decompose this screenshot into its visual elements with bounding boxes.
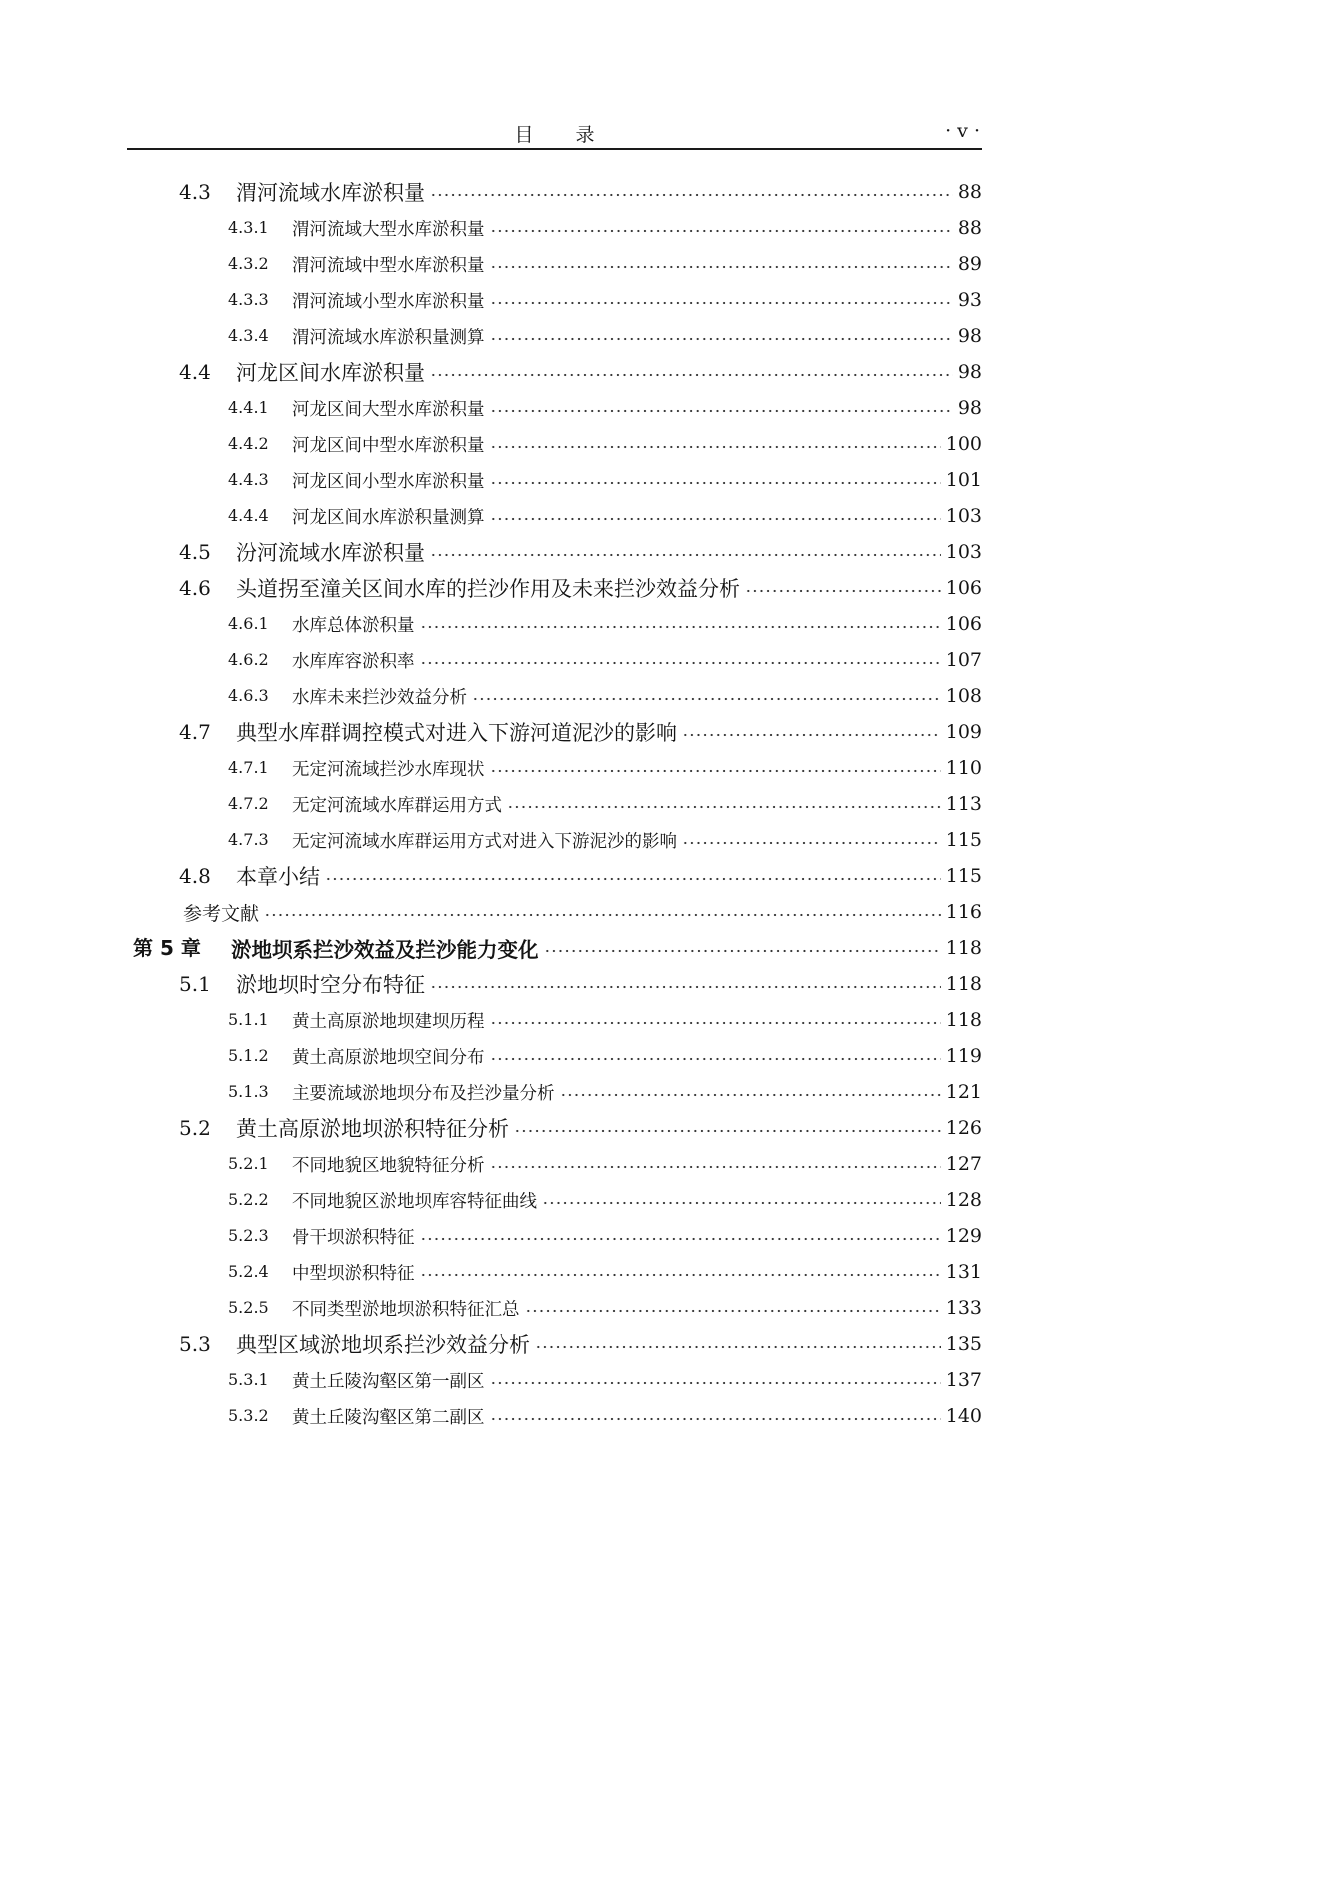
- toc-entry[interactable]: [127, 1146, 982, 1182]
- toc-entry-body: [292, 390, 982, 426]
- toc-entry[interactable]: [127, 1110, 982, 1146]
- toc-entry-body: [292, 426, 982, 462]
- toc-entry-page: 131: [945, 1261, 982, 1283]
- toc-entry[interactable]: [127, 498, 982, 534]
- toc-entry-body: [292, 462, 982, 498]
- dot-leader: [525, 1290, 941, 1326]
- dot-leader: [490, 390, 953, 426]
- toc-entry[interactable]: [127, 1038, 982, 1074]
- dot-leader: [490, 426, 941, 462]
- toc-entry-number: 4.3.1: [228, 218, 269, 237]
- toc-entry-page: 119: [945, 1045, 982, 1067]
- toc-entry-title: 淤地坝系拦沙效益及拦沙能力变化: [231, 938, 539, 962]
- toc-entry[interactable]: [127, 318, 982, 354]
- dot-leader: [745, 570, 941, 606]
- toc-entry-body: [292, 246, 982, 282]
- toc-entry-title: 无定河流域水库群运用方式: [292, 795, 502, 816]
- dot-leader: [490, 1002, 941, 1038]
- toc-entry-number: 4.3.2: [228, 254, 269, 273]
- toc-entry-body: [183, 894, 982, 930]
- toc-entry-title: 河龙区间大型水库淤积量: [292, 399, 485, 420]
- toc-entry-number: 4.7.1: [228, 758, 269, 777]
- toc-entry-page: 108: [945, 685, 982, 707]
- dot-leader: [420, 1254, 941, 1290]
- toc-entry-body: [292, 678, 982, 714]
- dot-leader: [490, 1146, 941, 1182]
- toc-entry-number: 5.2.2: [228, 1190, 269, 1209]
- dot-leader: [490, 210, 953, 246]
- toc-entry[interactable]: [127, 426, 982, 462]
- toc-entry-page: 115: [945, 865, 982, 887]
- dot-leader: [542, 1182, 941, 1218]
- toc-entry-body: [236, 966, 982, 1002]
- toc-entry-page: 98: [957, 397, 982, 419]
- toc-entry-title: 不同类型淤地坝淤积特征汇总: [292, 1299, 520, 1320]
- toc-entry-body: [292, 822, 982, 858]
- toc-entry-page: 118: [945, 1009, 982, 1031]
- toc-chapter-entry[interactable]: [127, 930, 982, 966]
- toc-entry-title: 不同地貌区淤地坝库容特征曲线: [292, 1191, 537, 1212]
- toc-entry-title: 骨干坝淤积特征: [292, 1227, 415, 1248]
- toc-entry-number: 5.2.1: [228, 1154, 269, 1173]
- toc-entry-page: 107: [945, 649, 982, 671]
- toc-entry[interactable]: [127, 822, 982, 858]
- dot-leader: [420, 1218, 941, 1254]
- toc-entry-page: 135: [945, 1333, 982, 1355]
- toc-entry-title: 渭河流域中型水库淤积量: [292, 255, 485, 276]
- toc-entry-number: 4.4.3: [228, 470, 269, 489]
- toc-entry[interactable]: [127, 1182, 982, 1218]
- toc-entry-number: 4.7.2: [228, 794, 269, 813]
- toc-entry[interactable]: [127, 354, 982, 390]
- toc-entry-body: [292, 1362, 982, 1398]
- toc-entry-body: [292, 1182, 982, 1218]
- toc-entry[interactable]: [127, 786, 982, 822]
- toc-entry-body: [236, 858, 982, 894]
- toc-entry-number: 5.1.1: [228, 1010, 269, 1029]
- toc-entry-number: 4.6: [179, 576, 211, 600]
- toc-entry-number: 4.6.2: [228, 650, 269, 669]
- toc-entry-number: 4.8: [179, 864, 211, 888]
- toc-entry[interactable]: [127, 1326, 982, 1362]
- toc-entry-number: 5.3: [179, 1332, 211, 1356]
- toc-entry-page: 140: [945, 1405, 982, 1427]
- toc-entry[interactable]: [127, 462, 982, 498]
- toc-entry-number: 5.1.2: [228, 1046, 269, 1065]
- dot-leader: [490, 1038, 941, 1074]
- toc-entry-page: 106: [945, 613, 982, 635]
- dot-leader: [682, 714, 941, 750]
- toc-entry-body: [292, 1218, 982, 1254]
- toc-entry-body: [292, 786, 982, 822]
- toc-entry[interactable]: [127, 1074, 982, 1110]
- toc-entry-page: 101: [945, 469, 982, 491]
- toc-entry-number: 4.5: [179, 540, 211, 564]
- table-of-contents: [127, 174, 982, 1434]
- toc-entry-title: 黄土高原淤地坝淤积特征分析: [236, 1117, 509, 1141]
- toc-entry-title: 黄土高原淤地坝建坝历程: [292, 1011, 485, 1032]
- toc-entry-body: [292, 282, 982, 318]
- toc-entry-number: 5.2: [179, 1116, 211, 1140]
- dot-leader: [420, 642, 941, 678]
- toc-entry-title: 本章小结: [236, 865, 320, 889]
- toc-entry-title: 主要流域淤地坝分布及拦沙量分析: [292, 1083, 555, 1104]
- toc-entry-title: 黄土丘陵沟壑区第一副区: [292, 1371, 485, 1392]
- dot-leader: [430, 534, 941, 570]
- toc-entry-body: [292, 318, 982, 354]
- toc-entry[interactable]: [127, 210, 982, 246]
- toc-entry[interactable]: [127, 714, 982, 750]
- toc-entry-page: 110: [945, 757, 982, 779]
- toc-entry-title: 水库库容淤积率: [292, 651, 415, 672]
- dot-leader: [490, 1362, 941, 1398]
- toc-entry[interactable]: [127, 606, 982, 642]
- toc-entry-title: 河龙区间小型水库淤积量: [292, 471, 485, 492]
- toc-entry-number: 5.1: [179, 972, 211, 996]
- toc-entry-page: 128: [945, 1189, 982, 1211]
- toc-entry-number: 5.2.3: [228, 1226, 269, 1245]
- toc-entry-body: [292, 1002, 982, 1038]
- toc-entry-page: 88: [957, 217, 982, 239]
- toc-entry-body: [236, 1326, 982, 1362]
- toc-entry-title: 黄土高原淤地坝空间分布: [292, 1047, 485, 1068]
- dot-leader: [535, 1326, 941, 1362]
- dot-leader: [490, 318, 953, 354]
- dot-leader: [682, 822, 941, 858]
- toc-entry-number: 5.3.2: [228, 1406, 269, 1425]
- toc-entry-page: 89: [957, 253, 982, 275]
- toc-entry-title: 参考文献: [183, 902, 260, 925]
- toc-entry-title: 水库总体淤积量: [292, 615, 415, 636]
- toc-entry-body: [236, 570, 982, 606]
- toc-entry-number: 5.3.1: [228, 1370, 269, 1389]
- toc-entry-title: 水库未来拦沙效益分析: [292, 687, 467, 708]
- toc-entry-page: 103: [945, 505, 982, 527]
- toc-entry-number: 4.6.3: [228, 686, 269, 705]
- toc-entry-page: 98: [957, 325, 982, 347]
- toc-entry-body: [236, 534, 982, 570]
- toc-entry[interactable]: [127, 1362, 982, 1398]
- toc-entry-number: 4.3.4: [228, 326, 269, 345]
- toc-entry[interactable]: [127, 570, 982, 606]
- toc-entry-page: 109: [945, 721, 982, 743]
- toc-entry[interactable]: [127, 390, 982, 426]
- toc-entry-title: 渭河流域水库淤积量: [236, 181, 425, 205]
- dot-leader: [544, 930, 941, 966]
- toc-entry[interactable]: [127, 858, 982, 894]
- toc-entry-body: [292, 642, 982, 678]
- toc-entry[interactable]: [127, 1002, 982, 1038]
- toc-entry-body: [292, 1038, 982, 1074]
- toc-entry-body: [292, 1254, 982, 1290]
- toc-entry-body: [292, 1146, 982, 1182]
- toc-entry[interactable]: [127, 642, 982, 678]
- dot-leader: [490, 246, 953, 282]
- toc-entry-number: 4.4.2: [228, 434, 269, 453]
- toc-entry[interactable]: [127, 678, 982, 714]
- toc-entry-page: 100: [945, 433, 982, 455]
- toc-entry-page: 98: [957, 361, 982, 383]
- toc-entry-page: 118: [945, 973, 982, 995]
- dot-leader: [490, 750, 941, 786]
- toc-entry-body: [231, 930, 982, 966]
- toc-entry-page: 106: [945, 577, 982, 599]
- dot-leader: [472, 678, 941, 714]
- toc-entry-page: 127: [945, 1153, 982, 1175]
- toc-entry-title: 不同地貌区地貌特征分析: [292, 1155, 485, 1176]
- toc-entry-number: 5.2.4: [228, 1262, 269, 1281]
- header-page-number: · v ·: [945, 120, 980, 142]
- toc-entry[interactable]: [127, 1218, 982, 1254]
- toc-entry-title: 典型水库群调控模式对进入下游河道泥沙的影响: [236, 721, 677, 745]
- toc-entry-page: 133: [945, 1297, 982, 1319]
- toc-entry-number: 4.7.3: [228, 830, 269, 849]
- toc-entry-number: 4.4.4: [228, 506, 269, 525]
- toc-entry[interactable]: [127, 282, 982, 318]
- toc-entry-title: 河龙区间中型水库淤积量: [292, 435, 485, 456]
- toc-entry-page: 115: [945, 829, 982, 851]
- toc-entry[interactable]: [127, 1254, 982, 1290]
- toc-entry-title: 无定河流域拦沙水库现状: [292, 759, 485, 780]
- toc-entry-page: 88: [957, 181, 982, 203]
- toc-entry-title: 渭河流域水库淤积量测算: [292, 327, 485, 348]
- toc-entry-title: 典型区域淤地坝系拦沙效益分析: [236, 1333, 530, 1357]
- toc-entry[interactable]: [127, 174, 982, 210]
- toc-entry-title: 中型坝淤积特征: [292, 1263, 415, 1284]
- toc-entry[interactable]: [127, 246, 982, 282]
- toc-entry-page: 126: [945, 1117, 982, 1139]
- toc-entry-page: 113: [945, 793, 982, 815]
- toc-entry-number: 5.2.5: [228, 1298, 269, 1317]
- toc-entry-title: 黄土丘陵沟壑区第二副区: [292, 1407, 485, 1428]
- toc-entry[interactable]: [127, 534, 982, 570]
- toc-entry-title: 无定河流域水库群运用方式对进入下游泥沙的影响: [292, 831, 677, 852]
- dot-leader: [490, 498, 941, 534]
- dot-leader: [264, 894, 941, 930]
- toc-entry-page: 129: [945, 1225, 982, 1247]
- toc-entry-body: [292, 210, 982, 246]
- toc-entry-number: 第 5 章: [133, 936, 201, 960]
- toc-entry-title: 汾河流域水库淤积量: [236, 541, 425, 565]
- toc-entry-title: 渭河流域大型水库淤积量: [292, 219, 485, 240]
- toc-entry-number: 4.4.1: [228, 398, 269, 417]
- toc-entry-number: 4.4: [179, 360, 211, 384]
- toc-entry[interactable]: [127, 750, 982, 786]
- dot-leader: [430, 966, 941, 1002]
- toc-entry-body: [292, 1398, 982, 1434]
- toc-entry-number: 4.6.1: [228, 614, 269, 633]
- toc-entry-page: 103: [945, 541, 982, 563]
- toc-entry-page: 118: [945, 937, 982, 959]
- toc-entry[interactable]: [127, 1290, 982, 1326]
- toc-entry-title: 淤地坝时空分布特征: [236, 973, 425, 997]
- toc-entry-body: [236, 354, 982, 390]
- toc-entry[interactable]: [127, 966, 982, 1002]
- dot-leader: [430, 354, 953, 390]
- toc-entry-body: [292, 750, 982, 786]
- toc-entry-page: 137: [945, 1369, 982, 1391]
- dot-leader: [514, 1110, 941, 1146]
- toc-entry-title: 河龙区间水库淤积量: [236, 361, 425, 385]
- toc-entry-number: 4.3: [179, 180, 211, 204]
- toc-entry-title: 渭河流域小型水库淤积量: [292, 291, 485, 312]
- toc-entry-number: 5.1.3: [228, 1082, 269, 1101]
- toc-entry[interactable]: [127, 1398, 982, 1434]
- toc-entry-number: 4.3.3: [228, 290, 269, 309]
- header-rule: [127, 148, 982, 150]
- toc-entry-page: 121: [945, 1081, 982, 1103]
- toc-references-entry[interactable]: [127, 894, 982, 930]
- dot-leader: [507, 786, 941, 822]
- running-header: [127, 118, 982, 148]
- toc-entry-body: [292, 498, 982, 534]
- toc-entry-body: [236, 174, 982, 210]
- toc-entry-body: [236, 1110, 982, 1146]
- toc-entry-title: 头道拐至潼关区间水库的拦沙作用及未来拦沙效益分析: [236, 577, 740, 601]
- toc-entry-body: [292, 606, 982, 642]
- toc-entry-page: 116: [945, 901, 982, 923]
- toc-entry-body: [292, 1290, 982, 1326]
- dot-leader: [490, 282, 953, 318]
- toc-entry-body: [292, 1074, 982, 1110]
- dot-leader: [430, 174, 953, 210]
- dot-leader: [325, 858, 941, 894]
- dot-leader: [420, 606, 941, 642]
- dot-leader: [490, 1398, 941, 1434]
- toc-entry-number: 4.7: [179, 720, 211, 744]
- dot-leader: [560, 1074, 941, 1110]
- toc-entry-body: [236, 714, 982, 750]
- toc-entry-page: 93: [957, 289, 982, 311]
- dot-leader: [490, 462, 941, 498]
- header-title: 目录: [514, 124, 637, 146]
- toc-entry-title: 河龙区间水库淤积量测算: [292, 507, 485, 528]
